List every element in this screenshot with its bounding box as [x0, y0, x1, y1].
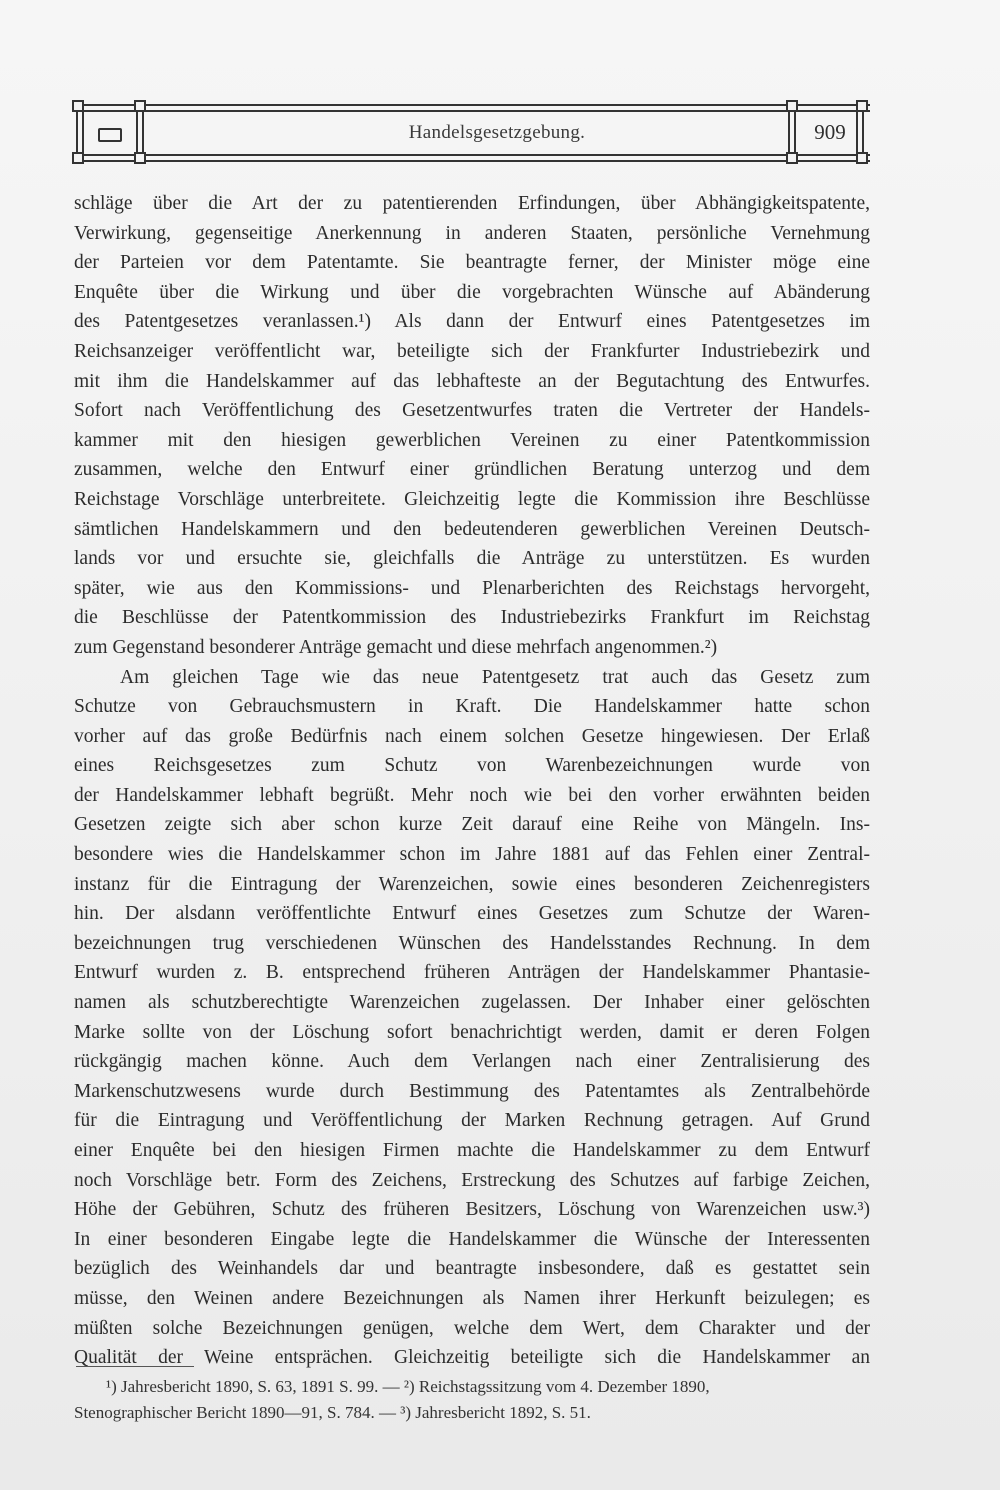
header-bottom-inner-rule	[74, 154, 870, 156]
footnote-line: Stenographischer Bericht 1890—91, S. 784. — ³) Jahresbericht 1892, S. 51.	[74, 1403, 591, 1422]
text-line: später, wie aus den Kommissions- und Plenarberichten des Reichstags hervorgeht,	[74, 577, 870, 599]
text-line: mit ihm die Handelskammer auf das lebhafteste an der Begutachtung des Entwurfes.	[74, 370, 870, 392]
header-corner-ornament	[856, 100, 868, 112]
text-line: für die Eintragung und Veröffentlichung der Marken Rechnung getragen. Auf Grund	[74, 1110, 870, 1132]
text-line: Schutze von Gebrauchsmustern in Kraft. Die Handelskammer hatte schon	[74, 696, 870, 718]
header-box-ornament	[98, 128, 122, 142]
text-line: Enquête über die Wirkung und über die vorgebrachten Wünsche auf Abänderung	[74, 281, 870, 303]
text-line: Reichstage Vorschläge unterbreitete. Gleichzeitig legte die Kommission ihre Beschlüsse	[74, 488, 870, 510]
text-line: bezeichnungen trug verschiedenen Wünschen des Handelsstandes Rechnung. In dem	[74, 932, 870, 954]
text-line: der Parteien vor dem Patentamte. Sie beantragte ferner, der Minister möge eine	[74, 252, 870, 274]
text-line: schläge über die Art der zu patentierenden Erfindungen, über Abhängigkeitspatente,	[74, 193, 870, 214]
page-number: 909	[814, 120, 846, 144]
text-line: Gesetzen zeigte sich aber schon kurze Zeit darauf eine Reihe von Mängeln. Ins-	[74, 814, 870, 836]
text-line: sämtlichen Handelskammern und den bedeutenderen gewerblichen Vereinen Deutsch-	[74, 518, 870, 540]
text-line: die Beschlüsse der Patentkommission des Industriebezirks Frankfurt im Reichstag	[74, 607, 870, 629]
paragraph-first-line: Am gleichen Tage wie das neue Patentgesetz trat auch das Gesetz zum	[120, 666, 870, 688]
text-line: Entwurf wurden z. B. entsprechend früheren Anträgen der Handelskammer Phantasie-	[74, 962, 870, 984]
text-line: hin. Der alsdann veröffentlichte Entwurf eines Gesetzes zum Schutze der Waren-	[74, 903, 870, 925]
text-line: Sofort nach Veröffentlichung des Gesetzentwurfes traten die Vertreter der Handels-	[74, 400, 870, 422]
footnotes	[74, 1374, 870, 1426]
text-line: zum Gegenstand besonderer Anträge gemacht und diese mehrfach angenommen.²)	[74, 636, 718, 658]
text-line: zusammen, welche den Entwurf einer gründlichen Beratung unterzog und dem	[74, 459, 870, 481]
text-line: noch Vorschläge betr. Form des Zeichens, Erstreckung des Schutzes auf farbige Zeichen,	[74, 1169, 870, 1191]
text-line: instanz für die Eintragung der Warenzeichen, sowie eines besonderen Zeichenregisters	[74, 873, 870, 895]
text-line: kammer mit den hiesigen gewerblichen Vereinen zu einer Patentkommission	[74, 429, 870, 451]
header-bottom-rule	[74, 160, 870, 162]
running-title: Handelsgesetzgebung.	[408, 122, 586, 143]
header-corner-ornament	[134, 100, 146, 112]
running-header	[74, 100, 870, 166]
text-line: vorher auf das große Bedürfnis nach einem solchen Gesetze hingewiesen. Der Erlaß	[74, 725, 870, 747]
text-line: bezüglich des Weinhandels dar und beantragte insbesondere, daß es gestattet sein	[74, 1258, 870, 1280]
header-corner-ornament	[72, 100, 84, 112]
text-line: Qualität der Weine entsprächen. Gleichzeitig beteiligte sich die Handelskammer an	[74, 1347, 870, 1369]
text-line: müßten solche Bezeichnungen genügen, welche dem Wert, dem Charakter und der	[74, 1317, 870, 1339]
header-corner-ornament	[786, 152, 798, 164]
text-line: Marke sollte von der Löschung sofort benachrichtigt werden, damit er deren Folgen	[74, 1021, 870, 1043]
header-top-inner-rule	[74, 110, 870, 112]
text-line: einer Enquête bei den hiesigen Firmen machte die Handelskammer zu dem Entwurf	[74, 1140, 870, 1161]
header-top-rule	[74, 104, 870, 106]
text-line: Reichsanzeiger veröffentlicht war, beteiligte sich der Frankfurter Industriebezirk und	[74, 340, 870, 362]
text-line: besondere wies die Handelskammer schon im Jahre 1881 auf das Fehlen einer Zentral-	[74, 844, 870, 866]
header-corner-ornament	[72, 152, 84, 164]
body-text	[74, 189, 870, 1373]
footnote-line: ¹) Jahresbericht 1890, S. 63, 1891 S. 99. — ²) Reichstagssitzung vom 4. Dezember 1890,	[106, 1377, 710, 1396]
text-line: Markenschutzwesens wurde durch Bestimmung des Patentamtes als Zentralbehörde	[74, 1080, 870, 1102]
text-line: namen als schutzberechtigte Warenzeichen zugelassen. Der Inhaber einer gelöschten	[74, 992, 870, 1014]
text-line: des Patentgesetzes veranlassen.¹) Als dann der Entwurf eines Patentgesetzes im	[74, 311, 870, 333]
header-corner-ornament	[856, 152, 868, 164]
footnote-rule	[76, 1366, 194, 1367]
text-line: müsse, den Weinen andere Bezeichnungen als Namen ihrer Herkunft beizulegen; es	[74, 1287, 870, 1309]
text-line: Höhe der Gebühren, Schutz des früheren Besitzers, Löschung von Warenzeichen usw.³)	[74, 1199, 870, 1221]
text-line: eines Reichsgesetzes zum Schutz von Warenbezeichnungen wurde von	[74, 755, 870, 777]
text-line: In einer besonderen Eingabe legte die Handelskammer die Wünsche der Interessenten	[74, 1228, 870, 1250]
text-line: lands vor und ersuchte sie, gleichfalls die Anträge zu unterstützen. Es wurden	[74, 548, 870, 570]
text-line: rückgängig machen könne. Auch dem Verlangen nach einer Zentralisierung des	[74, 1051, 870, 1073]
header-corner-ornament	[134, 152, 146, 164]
text-line: Verwirkung, gegenseitige Anerkennung in anderen Staaten, persönliche Vernehmung	[74, 222, 870, 244]
header-corner-ornament	[786, 100, 798, 112]
text-line: der Handelskammer lebhaft begrüßt. Mehr noch wie bei den vorher erwähnten beiden	[74, 784, 870, 806]
